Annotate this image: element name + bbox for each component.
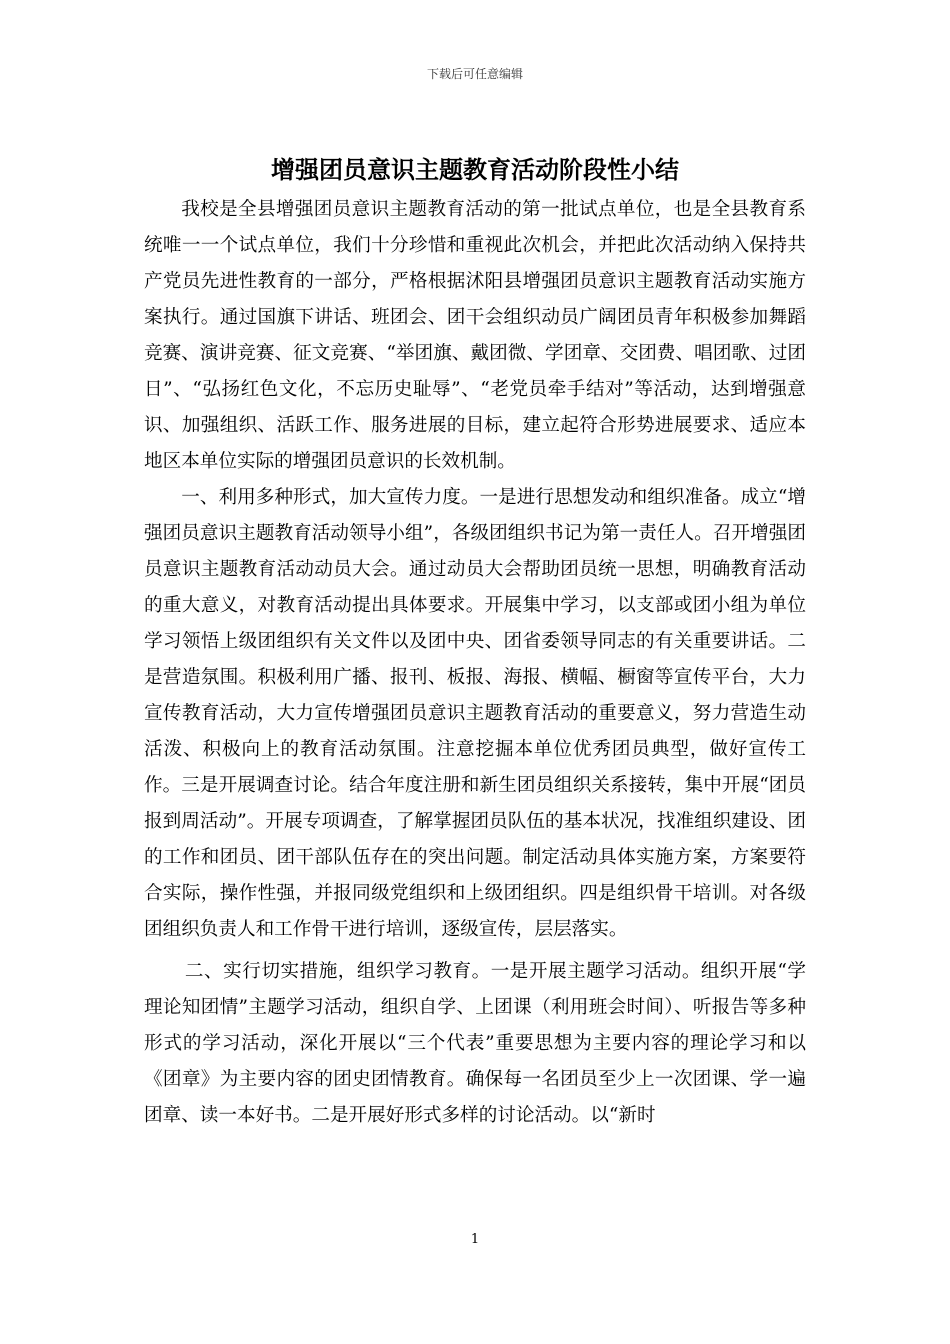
header-note: 下载后可任意编辑: [426, 67, 523, 81]
document-title: 增强团员意识主题教育活动阶段性小结: [271, 156, 679, 184]
paragraph-intro: 我校是全县增强团员意识主题教育活动的第一批试点单位，也是全县教育系统唯一一个试点单位，我们十分珍惜和重视此次机会，并把此次活动纳入保持共产党员先进性教育的一部分，严格根据沭阳县增强团员意识主题教育活动实施方案执行。通过国旗下讲话、班团会、团干会组织动员广阔团员青年积极参加舞蹈竞赛、演讲竞赛、征文竞赛、“举团旗、戴团微、学团章、交团费、唱团歌、过团日”、“弘扬红色文化，不忘历史耻辱”、“老党员牵手结对”等活动，达到增强意识、加强组织、活跃工作、服务进展的目标，建立起符合形势进展要求、适应本地区本单位实际的增强团员意识的长效机制。: [144, 199, 806, 472]
paragraph-section-1: 一、利用多种形式，加大宣传力度。一是进行思想发动和组织准备。成立“增强团员意识主题教育活动领导小组”，各级团组织书记为第一责任人。召开增强团员意识主题教育活动动员大会。通过动员大会帮助团员统一思想，明确教育活动的重大意义，对教育活动提出具体要求。开展集中学习，以支部或团小组为单位学习领悟上级团组织有关文件以及团中央、团省委领导同志的有关重要讲话。二是营造氛围。积极利用广播、报刊、板报、海报、横幅、橱窗等宣传平台，大力宣传教育活动，大力宣传增强团员意识主题教育活动的重要意义，努力营造生动活泼、积极向上的教育活动氛围。注意挖掘本单位优秀团员典型，做好宣传工作。三是开展调查讨论。结合年度注册和新生团员组织关系接转，集中开展“团员报到周活动”。开展专项调查，了解掌握团员队伍的基本状况，找准组织建设、团的工作和团员、团干部队伍存在的突出问题。制定活动具体实施方案，方案要符合实际，操作性强，并报同级党组织和上级团组织。四是组织骨干培训。对各级团组织负责人和工作骨干进行培训，逐级宣传，层层落实。: [144, 487, 806, 940]
document-body: [144, 192, 806, 1134]
paragraph-section-2: 二、实行切实措施，组织学习教育。一是开展主题学习活动。组织开展“学理论知团情”主题学习活动，组织自学、上团课（利用班会时间）、听报告等多种形式的学习活动，深化开展以“三个代表”重要思想为主要内容的理论学习和以《团章》为主要内容的团史团情教育。确保每一名团员至少上一次团课、学一遍团章、读一本好书。二是开展好形式多样的讨论活动。以“新时: [144, 961, 806, 1126]
page-number: 1: [470, 1232, 480, 1247]
